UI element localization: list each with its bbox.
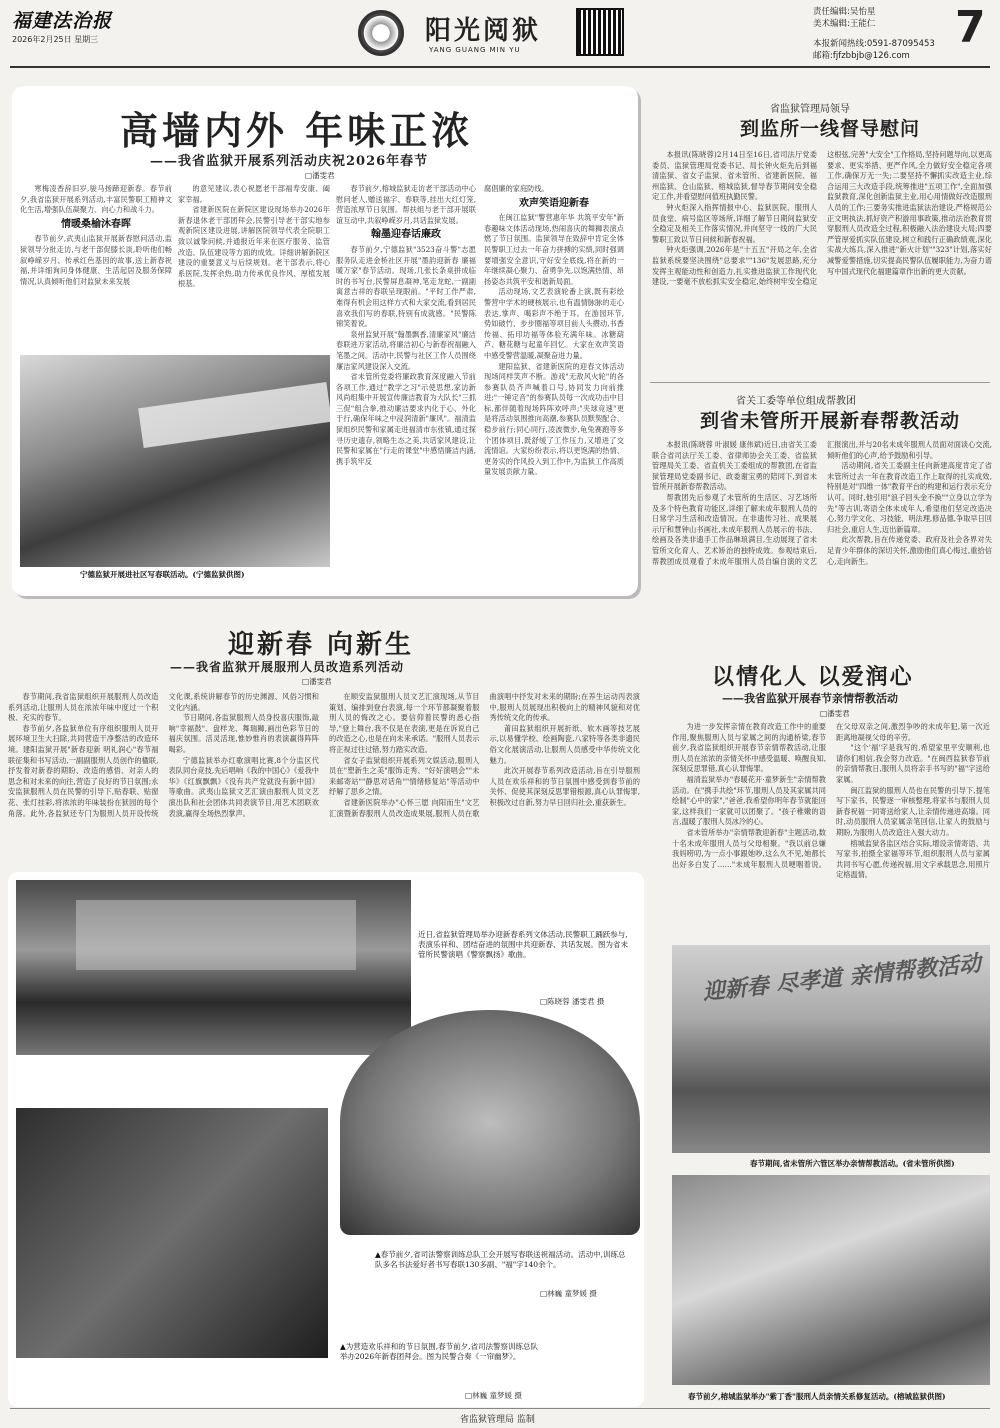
a4-credit-3: □林巍 童梦媛 摄	[465, 1391, 522, 1400]
a1-photo-caption: 宁德监狱开展进社区写春联活动。(宁德监狱供图)	[80, 570, 245, 579]
a5-photo-repair	[672, 1175, 990, 1385]
section-pinyin: YANG GUANG MIN YU	[429, 46, 521, 54]
a5-title: 以情化人 以爱润心	[712, 664, 914, 690]
a4-subtitle: ——我省监狱开展服刑人员改造系列活动	[170, 660, 405, 674]
paragraph: 节日期间,各监狱服刑人员身投喜庆服饰,敲响"幸福鼓"、盘样龙、舞瑞狮,画出色彩节日的福庆氛围。活灵活现,惟妙惟肖的表演赢得阵阵喝彩。	[168, 713, 319, 754]
a3-title: 到省未管所开展新春帮教活动	[700, 410, 961, 432]
paragraph: 帮教团先后参观了未管所的生活区、习艺场所及多个特色教育功能区,详细了解未成年服刑人员的日常学习生活和改造情况。在非遗传习社、成果展示厅和慧钟山书画社,未成年服刑人员展示的书法、绘画及各类非遗手工作品琳琅满目,生动展现了省未管所文化育人、艺术矫治的独特成效。参观结束后,帮教团成员观看了未成年服刑人员自编自演的文艺汇报演出,并与20名未成年服刑人员面对面谈心交流,倾听他们的心声,给予鼓励和引导。	[652, 440, 992, 566]
header-rule	[10, 66, 990, 68]
paragraph: 省未管所举办"亲情帮教迎新春"主题活动,数十名未成年服刑人员与父母相聚。"我以前总嫌我妈唠叨,为一点小事跟她吵,这么久不见,她都长出好多白发了……"未成年服刑人员哽咽着说。在父母双亲之间,激烈争吵的未成年犯,第一次近距离地凝视父母的辛劳。	[672, 722, 990, 869]
qr-code-icon	[576, 8, 624, 56]
hotline: 本报新闻热线:0591-87095453	[813, 39, 935, 49]
paragraph: 省未管所党委将廉政教育深度融入节前各项工作,通过"教学之习"示使思想,家访新风尚组集中开展宣传廉洁教育为大队长"三抓三促"组合拳,推动廉洁要求内化于心、外化于行,确保年味之中浸润清新"廉风"。福清监狱组织民警和家属走进福清市东张镇,通过探寻历史遗存,领略生态之美,共话家风建设,让民警和家属在"行走的课堂"中感悟廉洁内涵,携手筑牢反	[336, 372, 476, 466]
paragraph: 此次帮教,旨在传递党委、政府及社会各界对失足青少年群体的深切关怀,激励他们真心悔过,重拾信心,走向新生。	[827, 535, 992, 566]
paragraph: 腐倡廉的家庭防线。	[484, 184, 549, 193]
paragraph: 寒梅凌香辞旧岁,骏马扬蹄迎新春。春节前夕,我省监狱开展系列活动,丰富民警职工精神文化生活,增强队伍凝聚力、向心力和战斗力。	[20, 184, 172, 215]
a5-photo-banner-text: 迎新春 尽孝道 亲情帮教活动	[701, 950, 983, 1006]
a4-caption-2: ▲春节前夕,省司法警察训练总队工会开展写春联送祝福活动。活动中,训练总队多名书法爱好者书写春联130多副、"福"字140余个。	[375, 1250, 626, 1269]
paragraph: 宁德监狱举办红歌演唱比赛,8个分监区代表队同台竞技,先后唱响《我的中国心》《爱我中华》《红旗飘飘》《没有共产党就没有新中国》等歌曲。武夷山监狱文艺汇演由服刑人员文艺演出队和社会团体共同表演节目,用艺术团联欢表演,赢得全场热烈掌声。	[168, 755, 319, 818]
paragraph: 在闽江监狱"警营惠年华 共筑平安年"新春趣味文体活动现场,热闹喜庆的舞狮表演点燃了节日氛围。监狱领导在致辞中肯定全体民警职工过去一年奋力拼搏的实绩,同时强调要增强安全意识,守好安全底线,将在新的一年继续凝心聚力、奋勇争先,以饱满热情、昂扬姿态共筑平安和谐新局面。	[484, 213, 624, 286]
paragraph: 钟火炬强调,2026年是"十五五"开局之年,全省监狱系统要坚决围绕"总要求""136"发展思路,充分发挥主观能动性和创造力,扎实推进监狱工作现代化建设,一要毫不放松抓实安全稳定,始终树牢安全稳定这根弦,完善"大安全"工作格局,坚持问题导向,以更高要求、更实举措、更严作风,全力做好安全稳定各项工作,确保万无一失;二要坚持不懈抓实改造主业,综合运用三大改造手段,统筹推进"五项工作",全面加强监狱教育,深化创新监狱主业,用心用情做好改造服刑人员的工作;三要务实推进监狱法治建设,严格规范公正文明执法,抓好资产积游用事政策,推动法治教育贯穿服刑人员改造全过程,积极融入法治建设大局;四要严管厚爱抓实队伍建设,树立和践行正确政绩观,深化实战大练兵,深入推进"新火计划""323"计划,落实好减警爱警措施,切实提高民警队伍履职能力,为奋力谱写中国式现代化福建篇章作出新的更大贡献。	[652, 150, 992, 287]
paragraph: 本报讯(陈晓蓉 叶淑媛 康伟斌)近日,由省关工委联合省司法厅关工委、省律师协会关工委、省监狱管理局关工委、省直机关工委组成的帮教团,在省监狱管理局党委副书记、政委谢宝勇的陪同下,到省未管所开展新春帮教活动。	[652, 440, 817, 492]
a4-body	[8, 692, 640, 864]
a4-credit-2: □林巍 童梦媛 摄	[540, 1289, 597, 1298]
paragraph: 省女子监狱组织开展系列文娱活动,服刑人员在"塑新生之美"服饰走秀、"好好演唱会""未来邮寄站""静思对话角""情绪修复站"等活动中纾解了思乡之情。	[329, 755, 480, 797]
email[interactable]: 邮箱:fjfzbbjb@126.com	[813, 51, 910, 61]
a5-caption-2: 春节前夕,榕城监狱举办"紫丁香"服刑人员亲情关系修复活动。(榕城监狱供图)	[688, 1392, 946, 1401]
a2-body	[652, 150, 992, 372]
paragraph: 榕城监狱各监区结合实际,增设亲情寄语、共写家书,拍摄全家福等环节,组织服刑人员与家属共同书写心愿,传递祝福,用文字承载思念,用照片定格温情。	[836, 838, 990, 880]
editor-name: 吴怡星	[849, 7, 876, 17]
a4-caption-3: ▲为营造欢乐祥和的节日氛围,春节前夕,省司法警察训练总队举办2026年新春团拜会。图为民警合奏《一帘幽梦》。	[340, 1342, 539, 1361]
paragraph: 省建新医院在新院区建设现场举办2026年新春退休老干部团拜会,民警引导老干部实地参观新院区建设进展,讲解医院领导代表全院职工致以诚挚问候,并通报近年来在医疗服务、监管改造、队伍建设等方面的成效。详细讲解新院区建设的重要意义与后续规划。老干部表示,将心系医院,发挥余热,助力传承优良作风、厚植发展根基。	[178, 205, 330, 289]
editor-label: 责任编辑:	[813, 7, 850, 17]
a1-col2	[178, 184, 330, 349]
page-number: 7	[955, 2, 986, 53]
a4-title: 迎新春 向新生	[228, 630, 415, 660]
paragraph: 福清监狱举办"春暖花开·童梦新生"亲情帮教活动。在"携手共绘"环节,服刑人员及其家属共同绘制"心中的家","爸爸,我希望你明年春节就能回家,这样我们一家就可以团聚了。"孩子稚嫩的语言,温暖了服刑人员冰冷的心。	[672, 774, 826, 827]
paragraph: 春节期间,我省监狱组织开展服刑人员改造系列活动,让服刑人员在浓浓年味中度过一个积极、充实的春节。	[8, 692, 159, 723]
a1-subhead-2: 翰墨迎春话廉政	[371, 229, 441, 241]
editor-info	[813, 6, 935, 62]
paragraph: 春节前夕,武夷山监狱开展新春慰问活动,监狱领导分批走访,与老干部促膝长谈,聆听他们畅叙峥嵘岁月、传承红色基因的故事,送上新春祝福,并详细询问身体健康、生活起居及服务保障情况,认真倾听他们对监狱未来发展	[20, 234, 172, 286]
a1-col4	[484, 184, 624, 582]
art-editor-name: 王能仁	[849, 19, 876, 29]
art-editor-label: 美术编辑:	[813, 19, 850, 29]
paragraph: 活动期间,省关工委副主任向新建高度肯定了省未管所过去一年在教育改造工作上取得的扎实成效,特别是对"四维一体"教育平台的构建和运行表示充分认可。同时,他引用"浪子回头金不换""立身以立学为先"等古训,寄语全体未成年人,希望他们坚定改造决心,努力学文化、习技能、明法理,修品德,争取早日回归社会,重启人生,迈出新篇章。	[827, 461, 992, 534]
a1-subtitle: ——我省监狱开展系列活动庆祝2026年春节	[150, 154, 429, 169]
a4-credit-1: □陈晓蓉 潘雯君 摄	[540, 997, 605, 1006]
a5-body	[672, 722, 990, 937]
a4-caption-1: 近日,省监狱管理局举办迎新春系列文体活动,民警职工踊跃参与,表演乐祥和、团结奋进的氛围中共迎新春、共话发展。图为省未管所民警演唱《警察飘扬》歌曲。	[418, 930, 628, 959]
photo-banner	[138, 382, 330, 448]
paragraph: 为进一步发挥亲情在教育改造工作中的重要作用,聚焦服刑人员与家属之间的沟通桥梁,春节前夕,我省监狱组织开展春节亲情帮教活动,让服刑人员在浓浓的亲情关怀中感受温暖、唤醒良知,深刻反思罪错,真心认罪悔罪。	[672, 722, 826, 774]
a1-photo-calligraphy	[20, 355, 330, 567]
photo-backdrop	[76, 900, 356, 970]
a1-subhead-3: 欢声笑语迎新春	[519, 197, 589, 209]
a5-author: □潘雯君	[820, 709, 850, 718]
a5-subtitle: ——我省监狱开展春节亲情帮教活动	[722, 692, 898, 705]
paper-logo: 福建法治报	[12, 10, 113, 32]
a3-body	[652, 440, 992, 628]
paragraph: 建阳监狱、省建新医院的迎春文体活动现场同样笑声不断。游戏"无敌风火轮"的各参赛队员齐声喊着口号,协同发力向前推进;"一锤定音"的参赛队员每一次成功击中目标,都伴随着现场阵阵欢呼声;"夹球竞速"更是将活动氛围推向高潮,参赛队员默契配合、稳步前行;同心同行,凌波微步,龟兔赛跑等多个团体项目,既舒缓了工作压力,又增进了交流情谊。大家纷纷表示,将以更饱满的热情、更务实的作风投入到工作中,为监狱工作高质量发展贡献力量。	[484, 361, 624, 477]
paragraph: 本报讯(陈晓蓉)2月14日至16日,省司法厅党委委员、监狱管理局党委书记、局长钟火炬先后到福清监狱、省女子监狱、省未管所、省建新医院、福州监狱、仓山监狱、榕城监狱,督导春节期间安全稳定工作,并看望慰问值班执勤民警。	[652, 150, 817, 202]
paragraph: 在顺安监狱服刑人员文艺汇演现场,从节目策划、编排到登台表演,每一个环节都凝聚着服刑人员的悔改之心。要信仰着民警的悉心指导,"登上舞台,我不仅是在表演,更是在诉说自己的改造之心,也是在向未来承诺。"服刑人员表示将正视过往过错,努力踏实改造。	[329, 692, 480, 754]
section-title: 阳光阅狱	[425, 16, 542, 46]
a5-photo-family	[672, 945, 990, 1153]
a1-author: □潘雯君	[305, 171, 335, 180]
paragraph: 省建新医院举办"心怀三愿 向阳而生"文艺汇演暨新春服刑人员改造成果展,服刑人员在歌曲演唱中抒发对未来的期盼;在养生运动丙表演中,服刑人员展现出积极向上的精神风貌和对优秀传统文化的传承。	[329, 692, 640, 818]
paragraph: "这个'福'字是我写的,希望家里平安顺利,也请你们相信,我会努力改造。"在闽西监狱春节前的亲情帮教日,服刑人员将亲手书写的"福"字送给家属。	[836, 743, 990, 784]
footer-rule	[10, 1408, 990, 1409]
a2-kicker: 省监狱管理局领导	[770, 104, 850, 115]
police-emblem-icon	[358, 10, 404, 56]
a1-col1	[20, 184, 172, 349]
a1-col3	[336, 184, 476, 582]
paragraph: 此次开展春节系列改造活动,旨在引导服刑人员在欢乐祥和的节日氛围中感受到春节前的关怀、促使其深刻反思罪错根源,真心认罪悔罪,积极改过自新,努力早日回归社会,重获新生。	[489, 766, 640, 807]
a4-photo-choir	[16, 880, 411, 1055]
a4-author: □潘雯君	[302, 677, 332, 686]
a1-subhead-1: 情暖桑榆沐春晖	[61, 218, 131, 230]
a1-title: 高墙内外 年味正浓	[120, 108, 474, 153]
a3-kicker: 省关工委等单位组成帮教团	[736, 396, 856, 407]
a4-photo-band	[16, 1108, 328, 1358]
a4-photo-couplets	[340, 1010, 640, 1235]
footer-credit: 省监狱管理局 监制	[460, 1415, 535, 1425]
paragraph: 春节前夕,榕城监狱走访老干部活动中心慰问老人,赠送福字、春联等,挂出大红灯笼,营造浓厚节日氛围。帮扶组与老干部开展联谊互动中,共叙峥嵘岁月,共话监狱发展。	[336, 184, 476, 225]
paragraph: 的意见建议,表心祝愿老干部福寿安康、阖家幸福。	[178, 184, 330, 204]
paragraph: 莆田监狱组织开展折纸、软木画等技艺展示,以易懂学校、绘画陶瓷,八家特等各类非遗民俗文化展演活动,让服刑人员感受中华传统文化魅力。	[489, 723, 640, 765]
masthead	[0, 0, 1000, 80]
issue-date: 2026年2月25日 星期三	[12, 35, 99, 44]
a2-title: 到监所一线督导慰问	[740, 118, 921, 140]
a5-caption-1: 春节期间,省未管所六管区举办亲情帮教活动。(省未管所供图)	[750, 1159, 955, 1168]
paragraph: 泉州监狱开展"翰墨飘香,清廉家风"廉洁春联进万家活动,将廉洁初心与新春祝福融入笔墨之间。活动中,民警与社区工作人员围绕廉洁家风建设深入交流。	[336, 329, 476, 371]
paragraph: 闽江监狱的服刑人员也在民警的引导下,提笔写下家书、民警逐一审核整理,将家书与服刑人员新春祝福一同寄送给家人,让亲情传递进高墙。同时,动员服刑人员家属亲笔回信,让家人的鼓励与期盼,为服刑人员改造注入强大动力。	[836, 785, 990, 837]
paragraph: 钟火炬深入指挥情报中心、监狱医院、服刑人员食堂、病号监区等场所,详细了解节日期间监狱安全稳定及相关工作落实情况,并向坚守一线的广大民警职工致以节日问候和新春祝福。	[652, 202, 817, 244]
paragraph: 春节前夕,各监狱单位有序组织服刑人员开展环境卫生大扫除,共同营造干净整洁的改造环境。建阳监狱开展"新春迎新 明礼润心"春节福联征集和书写活动,一副副服刑人员创作的楹联,抒发着对新春的期盼、改造的感悟、对亲人的思念和对未来的向往,营造了良好的节日氛围;永安监狱服刑人员在民警的引导下,贴春联、贴窗花、张灯挂彩,将浓浓的年味装扮在狱园的每个角落。此外,各监狱还专门为服刑人员开设传统文化课,系统讲解春节的历史渊源、风俗习惯和文化内涵。	[8, 692, 319, 818]
paragraph: 春节前夕,宁德监狱"3523奋斗警"志愿服务队走进金桥社区开展"墨韵迎新春 廉福暖万家"春节活动。现场,几张长条桌拼成临时的书写台,民警屏息凝神,笔走龙蛇,一副副寓意吉祥的春联呈现眼前。"平时工作严肃,难得有机会用这样方式和大家交流,看到居民喜欢我们写的春联,特别有成就感。"民警陈锦笑着说。	[336, 244, 476, 329]
divider	[650, 382, 990, 383]
paragraph: 活动现场,文艺表演轮番上演,既有彩绘警营中学术的硬核展示,也有温情脉脉的走心表达,掌声、喝彩声不绝于耳。在游园环节,势如破竹、步步圈福等项目前人头攒动,书香传福、拓印坊福等体验充满年味。冰糖葫芦、糖花糖与起童年回忆。大家在欢声笑语中感受警营温暖,凝聚奋进力量。	[484, 287, 624, 360]
